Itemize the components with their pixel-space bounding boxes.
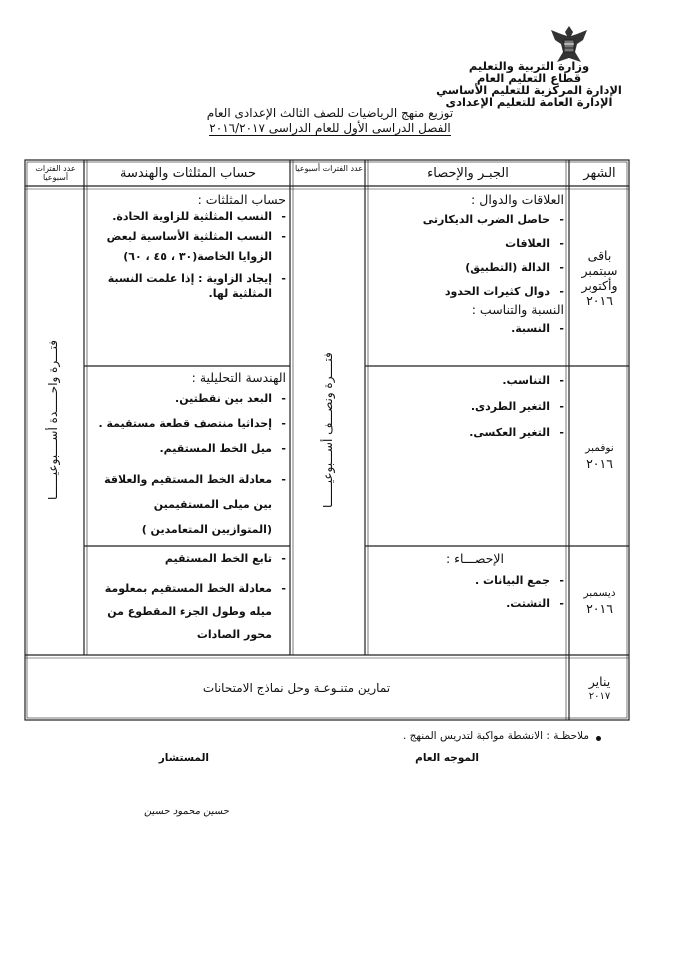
document-title: توزيع منهج الرياضيات للصف الثالث الإعدادى العام: [206, 106, 454, 120]
supervisor-title: الموجه العام: [415, 752, 479, 764]
section-title: حساب المثلثات :: [197, 192, 286, 207]
list-item: - معادلة الخط المستقيم والعلاقة بين ميلى المستقيمين (المتوازيين المتعامدين ): [92, 467, 286, 542]
ministry-line: الإدارة المركزية للتعليم الأساسي: [436, 83, 622, 97]
column-header-algebra: الجبـر والإحصاء: [427, 166, 509, 181]
document-subtitle: الفصل الدراسى الأول للعام الدراسى ٢٠١٦/٢٠١٧: [209, 121, 451, 135]
list-item: - تابع الخط المستقيم: [92, 552, 286, 565]
algebra-cell: [372, 551, 564, 610]
merged-row-text: تمارين متنـوعـة وحل نماذج الامتحانات: [202, 681, 391, 695]
ministry-line: قطاع التعليم العام: [476, 71, 582, 85]
list-item: - النسب المثلثية الأساسية لبعض الزوايا الخاصة(٣٠ ، ٤٥ ، ٦٠): [92, 227, 286, 267]
geometry-periods-label: فتـــرة واحـــــدة أســــبوعيــــــا: [46, 340, 60, 500]
list-item: - دوال كثيرات الحدود: [372, 285, 564, 298]
list-item: - ميل الخط المستقيم.: [92, 442, 286, 455]
list-item: - الدالة (التطبيق): [372, 261, 564, 274]
list-item: - معادلة الخط المستقيم بمعلومة ميله وطول الجزء المقطوع من محور الصادات: [92, 577, 286, 646]
geometry-cell: [92, 192, 286, 301]
section-title: الإحصـــاء :: [445, 551, 504, 566]
advisor-title: المستشار: [158, 752, 209, 764]
list-item: - التناسب.: [372, 374, 564, 387]
ministry-line: الإدارة العامة للتعليم الإعدادى: [445, 95, 613, 109]
list-item: - النسبة.: [372, 322, 564, 335]
geometry-cell: [92, 552, 286, 646]
list-item: - التشتت.: [372, 597, 564, 610]
section-title: النسبة والتناسب :: [471, 302, 564, 317]
list-item: - النسب المثلثية للزاوية الحادة.: [92, 210, 286, 223]
column-header-algebra-periods: عدد الفترات أسبوعيا: [294, 164, 363, 173]
list-item: - التغير الطردى.: [372, 400, 564, 413]
list-item: - البعد بين نقطتين.: [92, 392, 286, 405]
column-header-geometry-periods: عدد الفترات أسبوعيا: [35, 164, 76, 182]
ministry-line: وزارة التربية والتعليم: [468, 59, 590, 73]
section-title: العلاقات والدوال :: [471, 192, 564, 207]
month-cell: باقى سبتمبر وأكتوبر ٢٠١٦: [581, 248, 618, 308]
list-item: - حاصل الضرب الديكارتى: [372, 213, 564, 226]
column-header-geometry: حساب المثلثات والهندسة: [120, 166, 256, 181]
month-cell: نوفمبر ٢٠١٦: [585, 442, 614, 471]
list-item: - إيجاد الزاوية : إذا علمت النسبة المثلثية لها.: [92, 271, 286, 301]
list-item: - إحداثيا منتصف قطعة مستقيمة .: [92, 417, 286, 430]
algebra-cell: [372, 192, 564, 335]
list-item: - التغير العكسى.: [372, 426, 564, 439]
algebra-periods-label: فتــــرة ونصـــف أســـبوعيــــــا: [321, 352, 335, 508]
note-text: ملاحظـة : الانشطة مواكبة لتدريس المنهج .: [402, 730, 589, 742]
month-cell: ديسمبر ٢٠١٦: [583, 587, 616, 616]
column-header-month: الشهر: [583, 166, 616, 181]
list-item: - جمع البيانات .: [372, 574, 564, 587]
list-item: - العلاقات: [372, 237, 564, 250]
bullet-icon: [596, 736, 601, 741]
advisor-name: حسين محمود حسين: [143, 806, 229, 817]
section-title: الهندسة التحليلية :: [191, 370, 286, 385]
algebra-cell: [372, 374, 564, 439]
geometry-cell: [92, 370, 286, 542]
month-cell: يناير ٢٠١٧: [588, 674, 611, 702]
